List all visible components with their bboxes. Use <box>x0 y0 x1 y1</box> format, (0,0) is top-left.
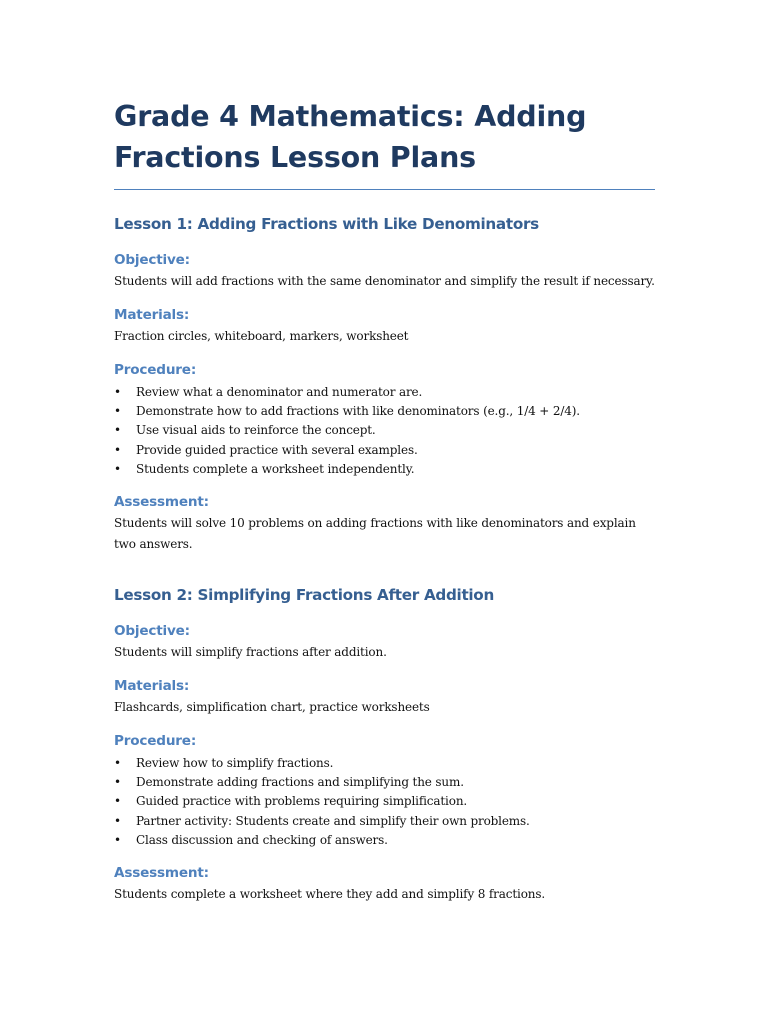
list-item <box>114 773 655 792</box>
document-page <box>114 96 655 905</box>
bullet-icon: • <box>114 461 121 476</box>
list-item-text: Partner activity: Students create and simplify their own problems. <box>136 813 530 828</box>
lesson-2-objective-heading: Objective: <box>114 623 190 640</box>
list-item <box>114 402 655 421</box>
list-item-text: Demonstrate how to add fractions with like denominators (e.g., 1/4 + 2/4). <box>136 404 580 419</box>
lesson-1-materials: Fraction circles, whiteboard, markers, worksheet <box>114 329 409 343</box>
bullet-icon: • <box>114 404 121 419</box>
bullet-icon: • <box>114 385 121 399</box>
lesson-2-materials: Flashcards, simplification chart, practice worksheets <box>114 700 430 715</box>
lesson-2 <box>114 585 655 905</box>
lesson-2-title: Lesson 2: Simplifying Fractions After Addition <box>114 586 494 605</box>
lesson-2-objective: Students will simplify fractions after addition. <box>114 645 387 660</box>
bullet-icon: • <box>114 442 121 457</box>
bullet-icon: • <box>114 813 121 828</box>
list-item <box>114 812 655 831</box>
list-item-text: Provide guided practice with several examples. <box>136 442 418 457</box>
lesson-1-objective-heading: Objective: <box>114 252 190 268</box>
lesson-1-procedure-list <box>114 383 655 479</box>
lesson-2-procedure-heading: Procedure: <box>114 733 197 750</box>
list-item-text: Review how to simplify fractions. <box>136 756 334 771</box>
list-item-text: Students complete a worksheet independently. <box>136 461 415 476</box>
list-item <box>114 792 655 811</box>
lesson-1-title: Lesson 1: Adding Fractions with Like Denominators <box>114 215 539 233</box>
lesson-1-assessment-heading: Assessment: <box>114 494 209 511</box>
lesson-2-assessment: Students complete a worksheet where they add and simplify 8 fractions. <box>114 887 546 902</box>
bullet-icon: • <box>114 794 121 809</box>
lesson-2-assessment-heading: Assessment: <box>114 865 209 882</box>
list-item <box>114 441 655 460</box>
bullet-icon: • <box>114 832 121 847</box>
list-item-text: Demonstrate adding fractions and simplifying the sum. <box>136 775 464 790</box>
list-item-text: Review what a denominator and numerator are. <box>136 385 423 399</box>
document-title: Grade 4 Mathematics: Adding Fractions Lesson Plans <box>114 96 655 190</box>
lesson-1-procedure-heading: Procedure: <box>114 362 197 378</box>
bullet-icon: • <box>114 756 121 771</box>
lesson-1-assessment: Students will solve 10 problems on adding fractions with like denominators and explain two answers. <box>114 516 636 552</box>
lesson-2-materials-heading: Materials: <box>114 678 190 695</box>
lesson-1-objective: Students will add fractions with the same denominator and simplify the result if necessary. <box>114 274 655 288</box>
list-item-text: Class discussion and checking of answers. <box>136 832 388 847</box>
bullet-icon: • <box>114 423 121 438</box>
list-item <box>114 421 655 440</box>
lesson-2-procedure-list <box>114 754 655 850</box>
lesson-1 <box>114 214 655 555</box>
list-item-text: Guided practice with problems requiring simplification. <box>136 794 468 809</box>
list-item-text: Use visual aids to reinforce the concept. <box>136 423 376 438</box>
lesson-1-materials-heading: Materials: <box>114 307 190 323</box>
list-item <box>114 754 655 773</box>
bullet-icon: • <box>114 775 121 790</box>
list-item <box>114 460 655 479</box>
list-item <box>114 383 655 402</box>
list-item <box>114 831 655 850</box>
